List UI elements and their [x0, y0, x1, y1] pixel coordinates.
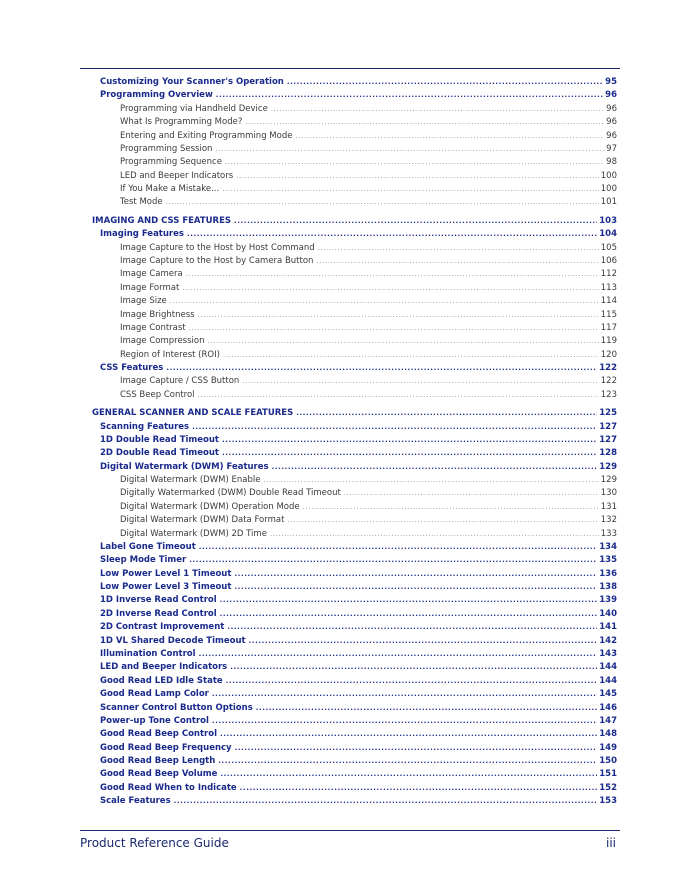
toc-entry-page: 101: [600, 197, 617, 208]
toc-entry-page: 129: [600, 475, 617, 485]
toc-entry-page: 95: [605, 77, 617, 87]
dot-leader: [170, 295, 599, 307]
toc-entry-page: 140: [599, 608, 617, 619]
toc-entry-section[interactable]: [100, 715, 617, 727]
toc-entry-title: Scale Features: [100, 796, 171, 807]
toc-entry-sub[interactable]: [120, 255, 617, 267]
toc-entry-page: 136: [599, 568, 617, 579]
toc-entry-sub[interactable]: [120, 322, 617, 334]
dot-leader: [316, 255, 598, 267]
toc-entry-title: Programming Sequence: [120, 157, 222, 168]
toc-entry-sub[interactable]: [120, 295, 617, 307]
toc-entry-page: 149: [599, 742, 617, 753]
toc-entry-title: Scanning Features: [100, 421, 190, 432]
toc-entry-section[interactable]: [100, 362, 617, 374]
dot-leader: [234, 215, 597, 227]
toc-entry-page: 96: [605, 90, 617, 101]
dot-leader: [230, 661, 597, 673]
toc-entry-title: Scanner Control Button Options: [100, 702, 253, 713]
toc-entry-sub[interactable]: [120, 242, 617, 254]
dot-leader: [220, 768, 597, 780]
toc-entry-page: 151: [599, 769, 617, 780]
toc-entry-title: Low Power Level 1 Timeout: [100, 568, 232, 579]
toc-entry-page: 143: [599, 649, 617, 659]
toc-entry-section[interactable]: [100, 648, 617, 660]
toc-entry-page: 104: [599, 229, 617, 240]
toc-entry-title: LED and Beeper Indicators: [120, 170, 234, 181]
toc-entry-section[interactable]: [100, 742, 617, 754]
dot-leader: [218, 755, 597, 767]
toc-entry-page: 129: [599, 461, 617, 472]
dot-leader: [344, 487, 599, 499]
footer-rule: [80, 830, 620, 831]
toc-entry-title: Good Read Beep Frequency: [100, 742, 232, 753]
toc-entry-title: Digital Watermark (DWM) 2D Time: [120, 528, 267, 539]
toc-entry-title: If You Make a Mistake...: [120, 184, 220, 194]
toc-entry-page: 131: [600, 501, 617, 512]
toc-entry-title: Digital Watermark (DWM) Data Format: [120, 515, 285, 526]
dot-leader: [199, 541, 597, 553]
toc-entry-section[interactable]: [100, 608, 617, 620]
toc-entry-section[interactable]: [100, 447, 617, 459]
header-rule: [80, 68, 620, 69]
toc-entry-page: 148: [599, 729, 617, 740]
toc-entry-page: 130: [600, 488, 617, 499]
dot-leader: [222, 434, 597, 446]
dot-leader: [318, 242, 599, 254]
toc-entry-title: Image Camera: [120, 269, 183, 280]
dot-leader: [303, 501, 599, 513]
dot-leader: [198, 309, 599, 321]
dot-leader: [220, 608, 598, 620]
dot-leader: [225, 156, 604, 168]
toc-entry-sub[interactable]: [120, 156, 617, 168]
dot-leader: [166, 362, 597, 374]
toc-entry-page: 153: [599, 796, 617, 807]
toc-entry-page: 96: [606, 103, 617, 114]
toc-entry-section[interactable]: [100, 568, 617, 580]
toc-entry-page: 119: [600, 336, 617, 347]
toc-entry-page: 97: [606, 143, 617, 154]
dot-leader: [199, 648, 598, 660]
toc-entry-page: 127: [599, 421, 617, 432]
toc-entry-page: 142: [599, 635, 617, 646]
toc-entry-chapter[interactable]: [92, 407, 617, 419]
toc-entry-section[interactable]: [100, 76, 617, 88]
toc-entry-title: Image Format: [120, 282, 180, 293]
dot-leader: [222, 447, 597, 459]
toc-entry-section[interactable]: [100, 434, 617, 446]
toc-entry-section[interactable]: [100, 621, 617, 633]
toc-entry-sub[interactable]: [120, 143, 617, 155]
toc-entry-page: 106: [600, 255, 617, 266]
toc-entry-title: Image Size: [120, 296, 167, 307]
dot-leader: [287, 514, 598, 526]
toc-entry-title: Digital Watermark (DWM) Enable: [120, 475, 261, 485]
toc-entry-page: 152: [599, 782, 617, 793]
toc-entry-sub[interactable]: [120, 349, 617, 361]
page-number: iii: [605, 836, 616, 850]
toc-entry-title: Image Contrast: [120, 322, 186, 333]
toc-entry-title: Imaging Features: [100, 229, 184, 240]
toc-entry-title: 2D Inverse Read Control: [100, 608, 217, 619]
dot-leader: [235, 742, 598, 754]
toc-entry-page: 145: [599, 689, 617, 700]
toc-entry-section[interactable]: [100, 755, 617, 767]
toc-entry-section[interactable]: [100, 594, 617, 606]
toc-entry-sub[interactable]: [120, 103, 617, 115]
toc-entry-title: Low Power Level 3 Timeout: [100, 582, 232, 593]
toc-entry-title: 1D Double Read Timeout: [100, 434, 219, 445]
toc-entry-sub[interactable]: [120, 487, 617, 499]
toc-entry-title: Illumination Control: [100, 649, 196, 659]
toc-entry-page: 123: [600, 389, 617, 400]
toc-entry-page: 113: [600, 282, 617, 293]
dot-leader: [249, 635, 598, 647]
dot-leader: [212, 715, 597, 727]
toc-entry-section[interactable]: [100, 228, 617, 240]
toc-entry-title: Good Read Beep Length: [100, 756, 216, 766]
toc-entry-sub[interactable]: [120, 183, 617, 195]
toc-entry-page: 115: [600, 309, 617, 320]
toc-entry-page: 114: [600, 296, 617, 307]
dot-leader: [189, 554, 597, 566]
dot-leader: [227, 621, 597, 633]
toc-entry-sub[interactable]: [120, 514, 617, 526]
toc-entry-title: Power-up Tone Control: [100, 715, 209, 726]
dot-leader: [220, 594, 598, 606]
toc-entry-title: GENERAL SCANNER AND SCALE FEATURES: [92, 408, 294, 419]
toc-entry-title: Good Read Lamp Color: [100, 689, 209, 700]
toc-entry-title: Image Brightness: [120, 309, 195, 320]
toc-entry-title: Test Mode: [120, 197, 163, 208]
toc-entry-page: 135: [599, 555, 617, 566]
toc-entry-sub[interactable]: [120, 116, 617, 128]
toc-entry-title: Programming Overview: [100, 90, 213, 101]
toc-entry-title: LED and Beeper Indicators: [100, 662, 228, 673]
toc-entry-title: Region of Interest (ROI): [120, 349, 220, 360]
dot-leader: [263, 474, 598, 486]
toc-entry-title: Programming via Handheld Device: [120, 103, 268, 114]
toc-entry-title: Programming Session: [120, 143, 213, 154]
toc-entry-section[interactable]: [100, 541, 617, 553]
toc-entry-section[interactable]: [100, 782, 617, 794]
dot-leader: [240, 782, 598, 794]
toc-entry-chapter[interactable]: [92, 215, 617, 227]
toc-entry-title: Good Read LED Idle State: [100, 675, 223, 686]
dot-leader: [271, 103, 604, 115]
toc-entry-sub[interactable]: [120, 528, 617, 540]
toc-entry-page: 105: [600, 242, 617, 253]
toc-entry-sub[interactable]: [120, 474, 617, 486]
toc-entry-section[interactable]: [100, 675, 617, 687]
toc-entry-section[interactable]: [100, 635, 617, 647]
toc-entry-page: 122: [600, 376, 617, 387]
toc-entry-page: 127: [599, 434, 617, 445]
toc-entry-title: Customizing Your Scanner's Operation: [100, 77, 284, 87]
dot-leader: [215, 143, 604, 155]
toc-entry-title: CSS Beep Control: [120, 389, 195, 400]
toc-entry-section[interactable]: [100, 661, 617, 673]
dot-leader: [236, 170, 599, 182]
footer-title: Product Reference Guide: [80, 836, 229, 850]
toc-entry-title: 1D VL Shared Decode Timeout: [100, 635, 246, 646]
toc-entry-page: 133: [600, 528, 617, 539]
toc-entry-title: Digital Watermark (DWM) Features: [100, 461, 269, 472]
toc-entry-section[interactable]: [100, 702, 617, 714]
dot-leader: [272, 461, 598, 473]
toc-entry-section[interactable]: [100, 795, 617, 807]
dot-leader: [222, 183, 599, 195]
toc-entry-sub[interactable]: [120, 170, 617, 182]
toc-entry-section[interactable]: [100, 728, 617, 740]
toc-entry-page: 144: [599, 662, 617, 673]
toc-entry-title: Image Capture to the Host by Camera Button: [120, 255, 314, 266]
toc-entry-page: 144: [599, 675, 617, 686]
toc-entry-page: 103: [599, 215, 617, 226]
dot-leader: [207, 335, 598, 347]
toc-entry-title: Digital Watermark (DWM) Operation Mode: [120, 501, 300, 512]
toc-entry-sub[interactable]: [120, 389, 617, 401]
dot-leader: [212, 688, 597, 700]
toc-entry-page: 100: [600, 170, 617, 181]
toc-entry-title: Image Capture / CSS Button: [120, 376, 240, 387]
toc-entry-title: CSS Features: [100, 363, 164, 373]
toc-entry-title: Good Read Beep Control: [100, 729, 217, 740]
dot-leader: [296, 407, 597, 419]
dot-leader: [186, 268, 599, 280]
toc-entry-page: 134: [599, 541, 617, 552]
dot-leader: [220, 728, 597, 740]
toc-entry-page: 98: [606, 157, 617, 168]
toc-entry-section[interactable]: [100, 89, 617, 101]
toc-entry-page: 112: [600, 269, 617, 280]
dot-leader: [270, 528, 599, 540]
toc-entry-sub[interactable]: [120, 196, 617, 208]
toc-entry-sub[interactable]: [120, 268, 617, 280]
toc-entry-title: Good Read Beep Volume: [100, 769, 218, 780]
toc-entry-title: Sleep Mode Timer: [100, 555, 187, 566]
toc-entry-section[interactable]: [100, 688, 617, 700]
toc-entry-sub[interactable]: [120, 501, 617, 513]
dot-leader: [192, 421, 597, 433]
toc-entry-sub[interactable]: [120, 309, 617, 321]
dot-leader: [174, 795, 598, 807]
toc-entry-title: Image Compression: [120, 336, 205, 347]
dot-leader: [182, 282, 598, 294]
dot-leader: [245, 116, 604, 128]
dot-leader: [256, 702, 597, 714]
dot-leader: [187, 228, 597, 240]
toc-entry-page: 150: [599, 756, 617, 766]
toc-entry-title: 2D Contrast Improvement: [100, 622, 225, 633]
toc-entry-page: 138: [599, 582, 617, 593]
toc-entry-section[interactable]: [100, 554, 617, 566]
dot-leader: [287, 76, 603, 88]
toc-entry-section[interactable]: [100, 461, 617, 473]
dot-leader: [198, 389, 599, 401]
toc-entry-sub[interactable]: [120, 375, 617, 387]
toc-entry-page: 96: [606, 130, 617, 141]
toc-entry-page: 139: [599, 595, 617, 606]
toc-entry-title: Entering and Exiting Programming Mode: [120, 130, 293, 141]
toc-entry-page: 132: [600, 515, 617, 526]
toc-entry-sub[interactable]: [120, 130, 617, 142]
dot-leader: [242, 375, 598, 387]
dot-leader: [226, 675, 598, 687]
dot-leader: [223, 349, 599, 361]
toc-entry-title: IMAGING AND CSS FEATURES: [92, 215, 232, 226]
toc-entry-sub[interactable]: [120, 335, 617, 347]
toc-entry-section[interactable]: [100, 421, 617, 433]
toc-entry-page: 146: [599, 702, 617, 713]
toc-entry-page: 100: [600, 184, 617, 194]
toc-entry-section[interactable]: [100, 581, 617, 593]
toc-entry-page: 141: [599, 622, 617, 633]
toc-entry-page: 117: [600, 322, 617, 333]
toc-entry-title: Digitally Watermarked (DWM) Double Read Timeout: [120, 488, 341, 499]
toc-entry-page: 128: [599, 448, 617, 459]
dot-leader: [295, 130, 604, 142]
dot-leader: [234, 568, 597, 580]
toc-entry-title: Label Gone Timeout: [100, 541, 196, 552]
toc-entry-page: 96: [606, 117, 617, 128]
toc-entry-page: 125: [599, 408, 617, 419]
toc-entry-title: 2D Double Read Timeout: [100, 448, 219, 459]
dot-leader: [234, 581, 597, 593]
dot-leader: [216, 89, 603, 101]
toc-entry-title: Image Capture to the Host by Host Command: [120, 242, 315, 253]
toc-entry-page: 120: [600, 349, 617, 360]
toc-entry-title: 1D Inverse Read Control: [100, 595, 217, 606]
toc-entry-title: Good Read When to Indicate: [100, 782, 237, 793]
dot-leader: [189, 322, 599, 334]
toc-entry-title: What Is Programming Mode?: [120, 117, 243, 128]
dot-leader: [166, 196, 599, 208]
toc-entry-page: 147: [599, 715, 617, 726]
toc-entry-page: 122: [599, 363, 617, 373]
toc-entry-sub[interactable]: [120, 282, 617, 294]
toc-entry-section[interactable]: [100, 768, 617, 780]
